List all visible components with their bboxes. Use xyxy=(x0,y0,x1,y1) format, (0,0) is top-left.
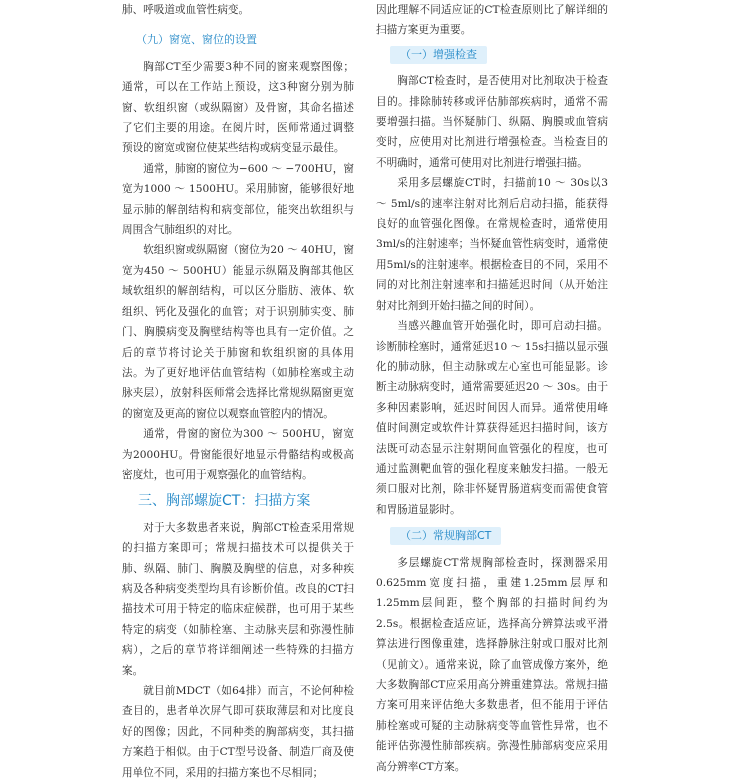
paragraph-continuation: 肺、呼吸道或血管性病变。 xyxy=(122,4,250,16)
paragraph-lung-window: 通常，肺窗的窗位为−600 ～ −700HU，窗宽为1000 ～ 1500HU。采用肺窗，能够很好地显示肺的解剖结构和病变部位，能突出软组织与周围含气肺组织的对比。 xyxy=(122,162,354,237)
paragraph-enhancement-3: 当感兴趣血管开始强化时，即可启动扫描。诊断肺栓塞时，通常延迟10 ～ 15s扫描以显示强化的肺动脉，但主动脉或左心室也可能显影。诊断主动脉病变时，通常需要延迟20 ～ 30s。由于多种因素影响，延迟时间因人而异。通常使用峰值时间测定或软件计算获得延迟扫描时间，该方法既可动态显示注射期间血管强化的程度，也可通过监测靶血管的强化程度来触发扫描。一般无须口服对比剂，除非怀疑胃肠道病变而需使食管和胃肠道显影时。 xyxy=(376,320,608,516)
paragraph-scan-protocol-1: 对于大多数患者来说，胸部CT检查采用常规的扫描方案即可；常规扫描技术可以提供关于肺、纵隔、肺门、胸膜及胸壁的信息，对多种疾病及各种病变类型均具有诊断价值。改良的CT扫描技术可用于特定的临床症候群，也可用于某些特定的病变（如肺栓塞、主动脉夹层和弥漫性肺病），之后的章节将详细阐述一些特殊的扫描方案。 xyxy=(122,521,354,677)
left-column xyxy=(122,0,354,783)
subheading-routine-chest-ct: （二）常规胸部CT xyxy=(390,527,501,545)
paragraph-continuation: 因此理解不同适应证的CT检查原则比了解详细的扫描方案更为重要。 xyxy=(376,4,608,37)
paragraph-soft-tissue-window: 软组织窗或纵隔窗（窗位为20 ～ 40HU，窗宽为450 ～ 500HU）能显示纵隔及胸部其他区域软组织的解剖结构，可以区分脂肪、液体、软组织、钙化及强化的血管；对于识别肺实变、肺门、胸膜病变及胸壁结构等也具有一定价值。之后的章节将讨论关于肺窗和软组织窗的具体用法。为了更好地评估血管结构（如肺栓塞或主动脉夹层），放射科医师常会选择比常规纵隔窗更宽的窗宽及更高的窗位以观察血管腔内的情况。 xyxy=(122,244,354,420)
section-heading-scan-protocol: 三、胸部螺旋CT：扫描方案 xyxy=(138,493,311,510)
subheading-window-settings: （九）窗宽、窗位的设置 xyxy=(136,33,257,47)
paragraph-window-intro: 胸部CT至少需要3种不同的窗来观察图像；通常，可以在工作站上预设，这3种窗分别为肺窗、软组织窗（或纵隔窗）及骨窗，其命名描述了它们主要的用途。在阅片时，医师常通过调整预设的窗宽或窗位使某些结构或病变显示最佳。 xyxy=(122,60,354,155)
paragraph-scan-protocol-2: 就目前MDCT（如64排）而言，不论何种检查目的，患者单次屏气即可获取薄层和对比度良好的图像；因此，不同种类的胸部病变，其扫描方案趋于相似。由于CT型号设备、制造厂商及使用单位不同，采用的扫描方案也不尽相同； xyxy=(122,685,354,779)
paragraph-enhancement-2: 采用多层螺旋CT时，扫描前10 ～ 30s以3 ～ 5ml/s的速率注射对比剂后启动扫描，能获得良好的血管强化图像。在常规检查时，通常使用3ml/s的注射速率；当怀疑血管性病变时，通常使用5ml/s的注射速率。根据检查目的不同，采用不同的对比剂注射速率和扫描延迟时间（从开始注射对比剂到开始扫描之间的时间）。 xyxy=(376,177,608,312)
right-column xyxy=(376,0,608,777)
subheading-contrast-enhancement: （一）增强检查 xyxy=(390,46,487,64)
paragraph-routine-chest-ct: 多层螺旋CT常规胸部检查时，探测器采用0.625mm宽度扫描，重建1.25mm层厚和1.25mm层间距，整个胸部的扫描时间约为2.5s。根据检查适应证，选择高分辨算法或平滑算法进行图像重建，选择静脉注射或口服对比剂（见前文）。通常来说，除了血管成像方案外，绝大多数胸部CT应采用高分辨重建算法。常规扫描方案可用来评估绝大多数患者，但不能用于评估肺栓塞或可疑的主动脉病变等血管性异常，也不能评估弥漫性肺部疾病。弥漫性肺部病变应采用高分辨率CT方案。 xyxy=(376,556,608,773)
paragraph-bone-window: 通常，骨窗的窗位为300 ～ 500HU，窗宽为2000HU。骨窗能很好地显示骨骼结构或极高密度灶，也可用于观察强化的血管结构。 xyxy=(122,428,354,481)
paragraph-enhancement-1: 胸部CT检查时，是否使用对比剂取决于检查目的。排除肺转移或评估肺部疾病时，通常不需要增强扫描。当怀疑肺门、纵隔、胸膜或血管病变时，应使用对比剂进行增强检查。当检查目的不明确时，通常可使用对比剂进行增强扫描。 xyxy=(376,75,608,169)
